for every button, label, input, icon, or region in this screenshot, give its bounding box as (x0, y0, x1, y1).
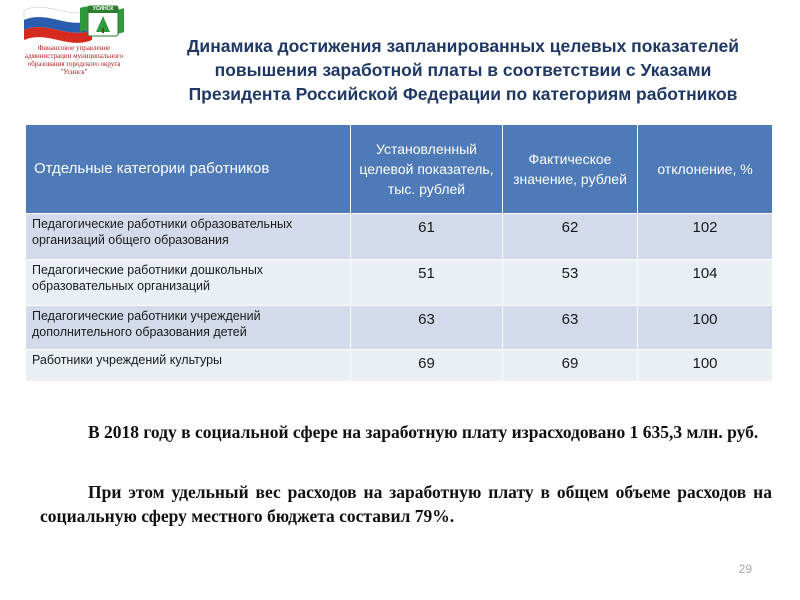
cell-category: Педагогические работники дошкольных образовательных организаций (26, 260, 351, 306)
paragraph-salary-spending (40, 420, 772, 444)
title-line: повышения заработной платы в соответствии с Указами (214, 60, 712, 80)
cell-category: Педагогические работники учреждений дополнительного образования детей (26, 306, 351, 350)
paragraph-salary-share (40, 480, 772, 528)
logo-caption (18, 44, 130, 76)
paragraph-text: В 2018 году в социальной сфере на заработную плату израсходовано 1 635,3 млн. руб. (88, 422, 759, 442)
cell-target: 69 (351, 350, 503, 382)
cell-target: 61 (351, 214, 503, 260)
cell-category: Работники учреждений культуры (26, 350, 351, 382)
header-actual: Фактическое значение, рублей (503, 125, 638, 214)
title-line: Динамика достижения запланированных целевых показателей (186, 36, 740, 56)
cell-target: 63 (351, 306, 503, 350)
cell-actual: 63 (503, 306, 638, 350)
table-row (26, 350, 773, 382)
page-title (136, 34, 790, 106)
cell-actual: 62 (503, 214, 638, 260)
cell-deviation: 102 (638, 214, 773, 260)
cell-deviation: 100 (638, 306, 773, 350)
paragraph-text: При этом удельный вес расходов на заработную плату в общем объеме расходов на социальную сферу местного бюджета составил 79%. (40, 482, 772, 526)
table-row (26, 214, 773, 260)
table-row (26, 306, 773, 350)
table-row (26, 260, 773, 306)
logo-caption-line: образования городского округа (27, 60, 121, 68)
salary-indicators-table (25, 124, 773, 382)
logo-caption-line: администрации муниципального (24, 52, 124, 60)
cell-deviation: 100 (638, 350, 773, 382)
table-header-row (26, 125, 773, 214)
title-line: Президента Российской Федерации по категориям работников (188, 84, 738, 104)
cell-category: Педагогические работники образовательных организаций общего образования (26, 214, 351, 260)
logo-banner-text: УСИНСК (92, 6, 114, 12)
cell-target: 51 (351, 260, 503, 306)
cell-deviation: 104 (638, 260, 773, 306)
header-category: Отдельные категории работников (26, 125, 351, 214)
logo-caption-line: Финансовое управление (37, 44, 111, 52)
logo (18, 2, 130, 94)
header-deviation: отклонение, % (638, 125, 773, 214)
header-target: Установленный целевой показатель, тыс. рублей (351, 125, 503, 214)
logo-caption-line: "Усинск" (60, 68, 88, 76)
cell-actual: 69 (503, 350, 638, 382)
cell-actual: 53 (503, 260, 638, 306)
page-number: 29 (738, 562, 752, 576)
